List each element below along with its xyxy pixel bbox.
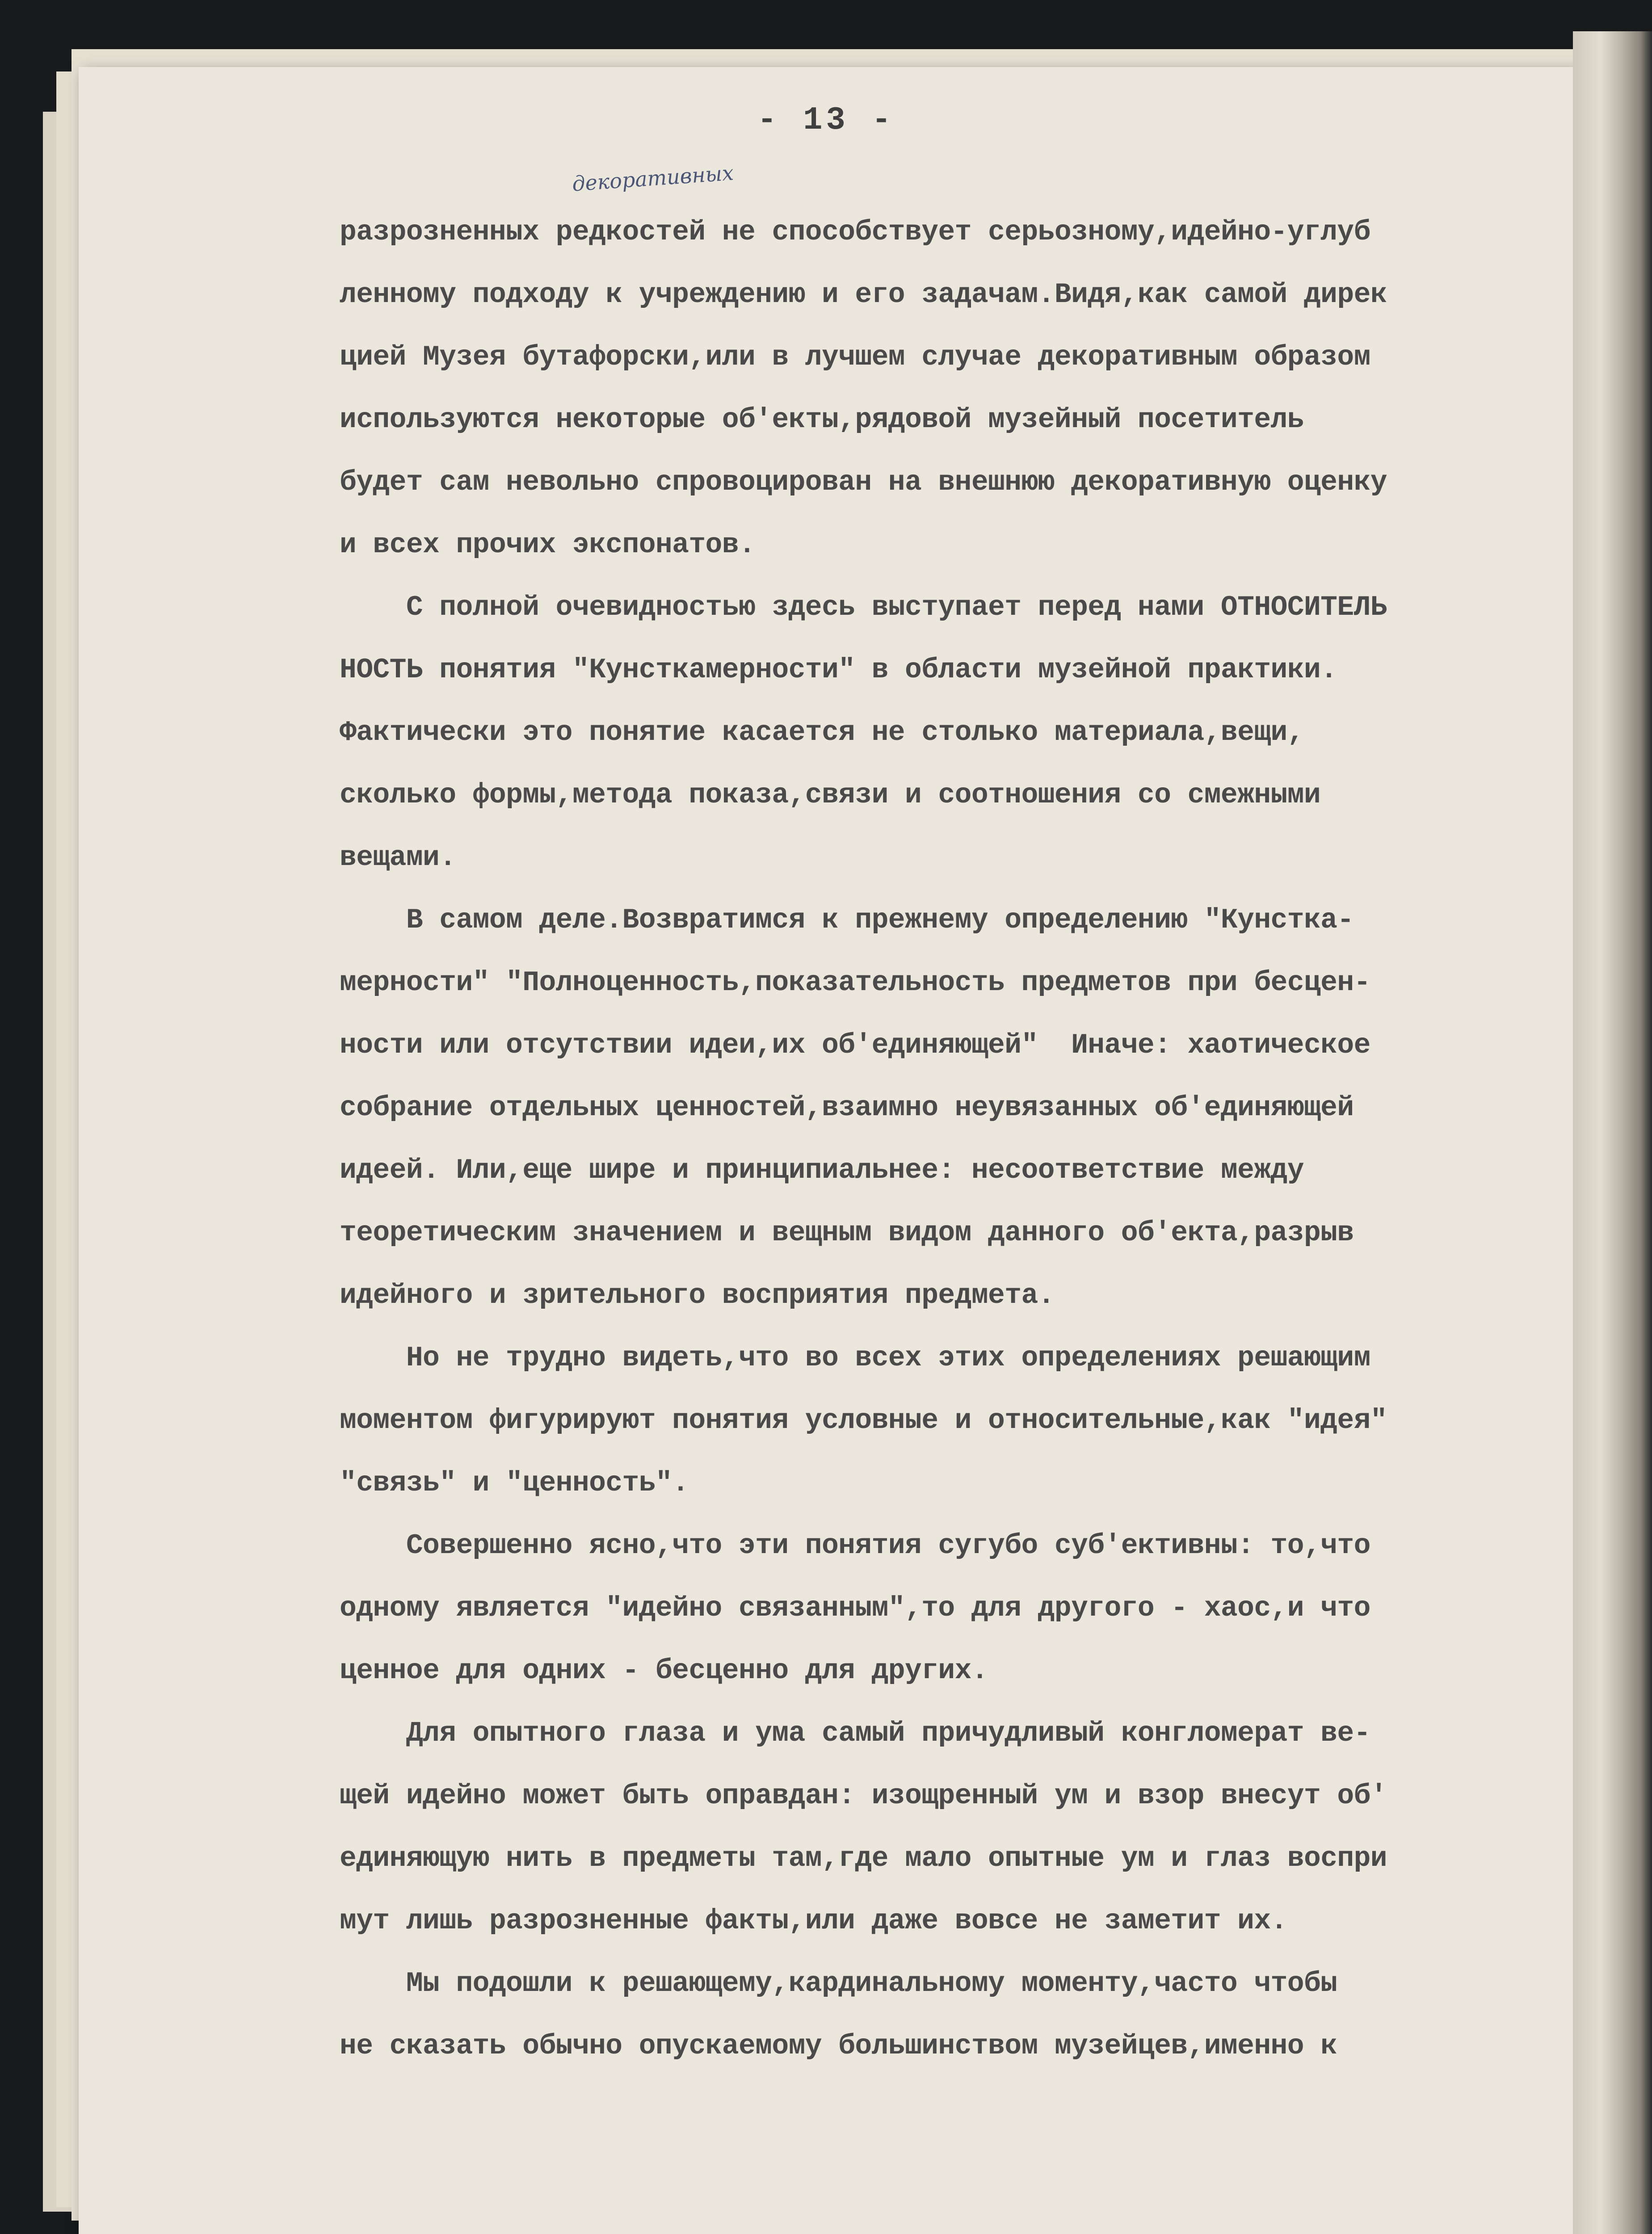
text-line: С полной очевидностью здесь выступает перед нами ОТНОСИТЕЛЬ: [340, 592, 1387, 623]
text-line: мерности" "Полноценность,показательность предметов при бесцен-: [340, 967, 1370, 999]
text-line: ценное для одних - бесценно для других.: [340, 1655, 988, 1687]
text-line: цией Музея бутафорски,или в лучшем случае декоративным образом: [340, 341, 1370, 373]
text-line: моментом фигурируют понятия условные и относительные,как "идея": [340, 1405, 1387, 1436]
text-line: Но не трудно видеть,что во всех этих определениях решающим: [340, 1342, 1370, 1374]
text-line: одному является "идейно связанным",то для другого - хаос,и что: [340, 1592, 1370, 1624]
text-line: "связь" и "ценность".: [340, 1467, 689, 1499]
page-number: - 13 -: [757, 102, 895, 139]
text-line: Совершенно ясно,что эти понятия сугубо суб'ективны: то,что: [340, 1530, 1370, 1562]
text-line: НОСТЬ понятия "Кунсткамерности" в области музейной практики.: [340, 654, 1337, 686]
text-line: мут лишь разрозненные факты,или даже вовсе не заметит их.: [340, 1905, 1287, 1937]
text-line: собрание отдельных ценностей,взаимно неувязанных об'единяющей: [340, 1092, 1354, 1124]
text-line: вещами.: [340, 842, 456, 873]
text-line: щей идейно может быть оправдан: изощренный ум и взор внесут об': [340, 1780, 1387, 1812]
text-line: будет сам невольно спровоцирован на внешнюю декоративную оценку: [340, 466, 1387, 498]
text-line: и всех прочих экспонатов.: [340, 529, 756, 561]
text-line: сколько формы,метода показа,связи и соотношения со смежными: [340, 779, 1321, 811]
text-line: единяющую нить в предметы там,где мало опытные ум и глаз воспри: [340, 1843, 1387, 1874]
text-line: идейного и зрительного восприятия предмета.: [340, 1280, 1055, 1311]
text-line: Мы подошли к решающему,кардинальному моменту,часто чтобы: [340, 1968, 1337, 1999]
text-line: используются некоторые об'екты,рядовой музейный посетитель: [340, 404, 1304, 436]
text-line: ленному подходу к учреждению и его задачам.Видя,как самой дирек: [340, 279, 1387, 311]
handwritten-annotation: декоративных: [571, 160, 735, 196]
text-line: В самом деле.Возвратимся к прежнему определению "Кунстка-: [340, 904, 1354, 936]
text-line: теоретическим значением и вещным видом данного об'екта,разрыв: [340, 1217, 1354, 1249]
text-line: ности или отсутствии идеи,их об'единяющей" Иначе: хаотическое: [340, 1029, 1370, 1061]
text-line: разрозненных редкостей не способствует серьозному,идейно-углуб: [340, 216, 1370, 248]
text-line: Для опытного глаза и ума самый причудливый конгломерат ве-: [340, 1717, 1370, 1749]
text-line: не сказать обычно опускаемому большинством музейцев,именно к: [340, 2030, 1337, 2062]
text-line: идеей. Или,еще шире и принципиальнее: несоответствие между: [340, 1155, 1304, 1186]
typed-text-body: [340, 201, 1591, 2078]
text-line: Фактически это понятие касается не столько материала,вещи,: [340, 717, 1304, 748]
